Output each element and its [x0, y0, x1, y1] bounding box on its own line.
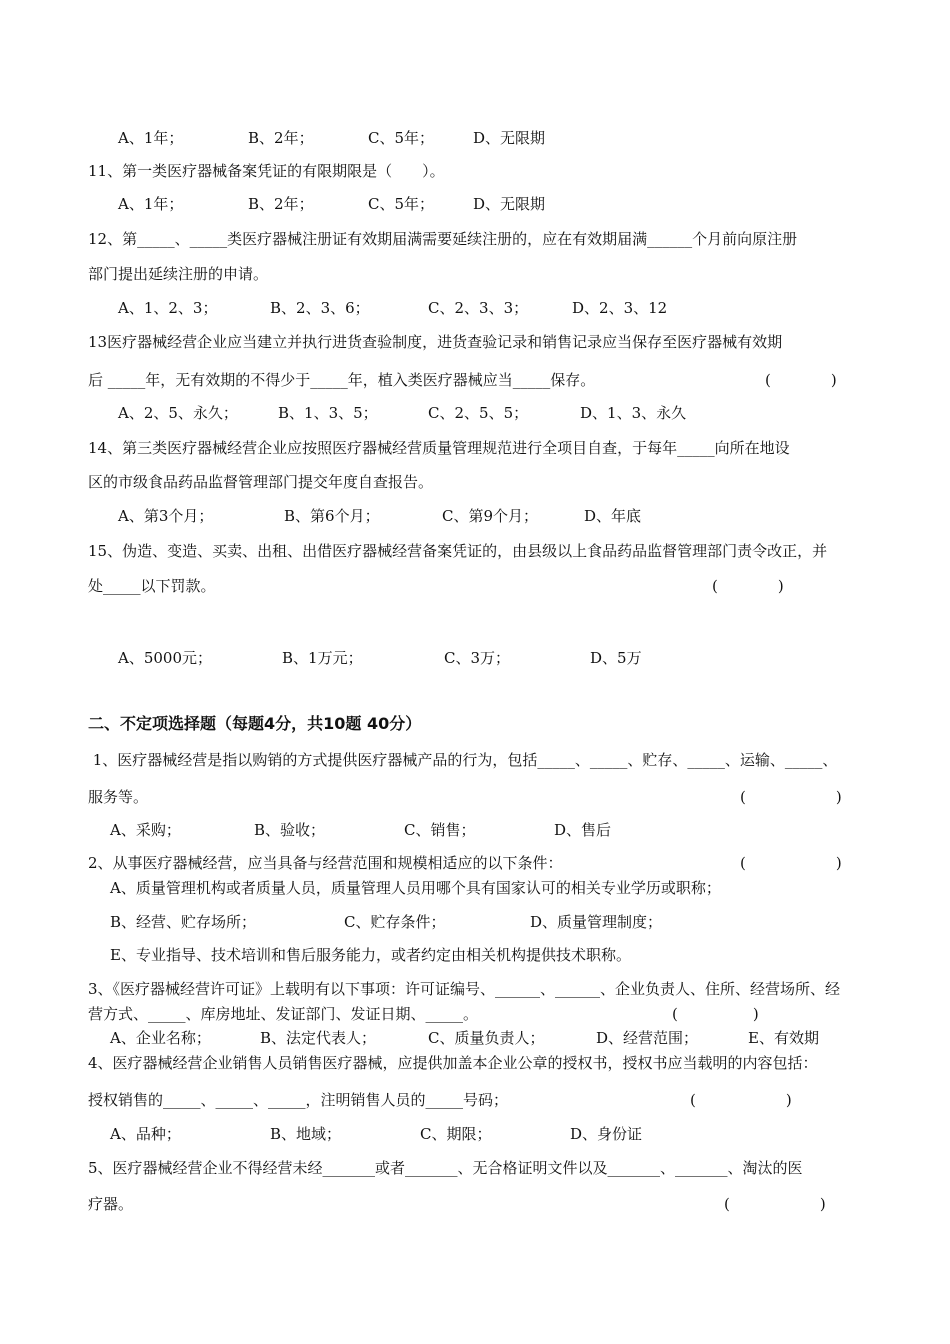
m2-options: [110, 912, 710, 932]
m4-option-d: D、身份证: [570, 1125, 643, 1143]
m4-line1: 4、医疗器械经营企业销售人员销售医疗器械，应提供加盖本企业公章的授权书，授权书应当载明的内容包括：: [88, 1054, 818, 1072]
m3-line1: 3、《医疗器械经营许可证》上载明有以下事项：许可证编号、______、______、企业负责人、住所、经营场所、经: [88, 980, 841, 998]
q12-line2: 部门提出延续注册的申请。: [88, 265, 269, 283]
m1-options: [110, 820, 670, 840]
q13-option-a: A、2、5、永久；: [118, 404, 238, 422]
q10-option-a: A、1年；: [118, 129, 184, 147]
m4-option-a: A、品种；: [110, 1125, 181, 1143]
m1-option-c: C、销售；: [404, 821, 476, 839]
q15-line1: 15、伪造、变造、买卖、出租、出借医疗器械经营备案凭证的，由县级以上食品药品监督管理部门责令改正，并: [88, 542, 828, 560]
m3-option-c: C、质量负责人；: [428, 1029, 545, 1047]
m3-option-a: A、企业名称；: [110, 1029, 211, 1047]
q13-answer-paren: ( ): [765, 371, 837, 389]
q13-option-b: B、1、3、5；: [278, 404, 378, 422]
q11-option-b: B、2年；: [248, 195, 314, 213]
m3-option-b: B、法定代表人；: [260, 1029, 377, 1047]
q14-option-a: A、第3个月；: [118, 507, 214, 525]
m5-line2: 疗器。: [88, 1195, 134, 1213]
q13-option-c: C、2、5、5；: [428, 404, 529, 422]
q15-answer-paren: ( ): [712, 577, 784, 595]
m3-options: [110, 1028, 830, 1048]
m5-line1: 5、医疗器械经营企业不得经营未经_______或者_______、无合格证明文件以及_______、_______、淘汰的医: [88, 1159, 803, 1177]
q12-option-d: D、2、3、12: [572, 299, 668, 317]
q13-line1: 13医疗器械经营企业应当建立并执行进货查验制度，进货查验记录和销售记录应当保存至医疗器械有效期: [88, 333, 783, 351]
q14-option-b: B、第6个月；: [284, 507, 380, 525]
q14-line1: 14、第三类医疗器械经营企业应按照医疗器械经营质量管理规范进行全项目自查，于每年_____向所在地设: [88, 439, 790, 457]
m4-answer-paren: ( ): [690, 1091, 792, 1109]
m2-option-e: E、专业指导、技术培训和售后服务能力，或者约定由相关机构提供技术职称。: [110, 946, 631, 964]
q15-option-a: A、5000元；: [118, 649, 213, 667]
m3-line2: 营方式、_____、库房地址、发证部门、发证日期、_____。: [88, 1005, 479, 1023]
m1-line1: 1、医疗器械经营是指以购销的方式提供医疗器械产品的行为，包括_____、_____、贮存、_____、运输、_____、: [88, 751, 838, 769]
q11-option-a: A、1年；: [118, 195, 184, 213]
m2-option-c: C、贮存条件；: [344, 913, 446, 931]
q11-options: [118, 194, 618, 214]
q10-option-d: D、无限期: [473, 129, 546, 147]
q14-line2: 区的市级食品药品监督管理部门提交年度自查报告。: [88, 473, 434, 491]
q12-option-b: B、2、3、6；: [270, 299, 370, 317]
q10-options: [118, 128, 618, 148]
q13-line2: 后 _____年，无有效期的不得少于_____年，植入类医疗器械应当_____保存。: [88, 371, 596, 389]
q15-option-b: B、1万元；: [282, 649, 363, 667]
q10-option-c: C、5年；: [368, 129, 435, 147]
m2-line1: 2、从事医疗器械经营，应当具备与经营范围和规模相适应的以下条件：: [88, 854, 563, 872]
m2-option-a: A、质量管理机构或者质量人员，质量管理人员用哪个具有国家认可的相关专业学历或职称；: [110, 879, 721, 897]
m1-line2: 服务等。: [88, 788, 149, 806]
m3-option-e: E、有效期: [748, 1029, 819, 1047]
q12-option-c: C、2、3、3；: [428, 299, 529, 317]
m4-line2: 授权销售的_____、_____、_____，注明销售人员的_____号码；: [88, 1091, 509, 1109]
q15-options: [118, 648, 678, 668]
m2-answer-paren: ( ): [740, 854, 842, 872]
q12-options: [118, 298, 718, 318]
q13-options: [118, 403, 738, 423]
q10-option-b: B、2年；: [248, 129, 314, 147]
m1-option-b: B、验收；: [254, 821, 326, 839]
q11-stem: 11、第一类医疗器械备案凭证的有限期限是（ ）。: [88, 162, 445, 180]
q11-option-d: D、无限期: [473, 195, 546, 213]
m2-option-b: B、经营、贮存场所；: [110, 913, 257, 931]
section-2-title: 二、不定项选择题（每题4分，共10题 40分）: [88, 714, 422, 733]
m3-answer-paren: ( ): [672, 1005, 759, 1023]
q14-option-d: D、年底: [584, 507, 642, 525]
m5-answer-paren: ( ): [724, 1195, 826, 1213]
m4-option-b: B、地域；: [270, 1125, 342, 1143]
m4-option-c: C、期限；: [420, 1125, 492, 1143]
m3-option-d: D、经营范围；: [596, 1029, 699, 1047]
q14-option-c: C、第9个月；: [442, 507, 539, 525]
m2-option-d: D、质量管理制度；: [530, 913, 663, 931]
m1-answer-paren: ( ): [740, 788, 842, 806]
m4-options: [110, 1124, 670, 1144]
m1-option-a: A、采购；: [110, 821, 181, 839]
q13-option-d: D、1、3、永久: [580, 404, 687, 422]
q12-line1: 12、第_____、_____类医疗器械注册证有效期届满需要延续注册的，应在有效期届满______个月前向原注册: [88, 230, 798, 248]
q15-option-c: C、3万；: [444, 649, 511, 667]
q15-option-d: D、5万: [590, 649, 642, 667]
q15-line2: 处_____以下罚款。: [88, 577, 216, 595]
q14-options: [118, 506, 678, 526]
q11-option-c: C、5年；: [368, 195, 435, 213]
q12-option-a: A、1、2、3；: [118, 299, 218, 317]
m1-option-d: D、售后: [554, 821, 612, 839]
